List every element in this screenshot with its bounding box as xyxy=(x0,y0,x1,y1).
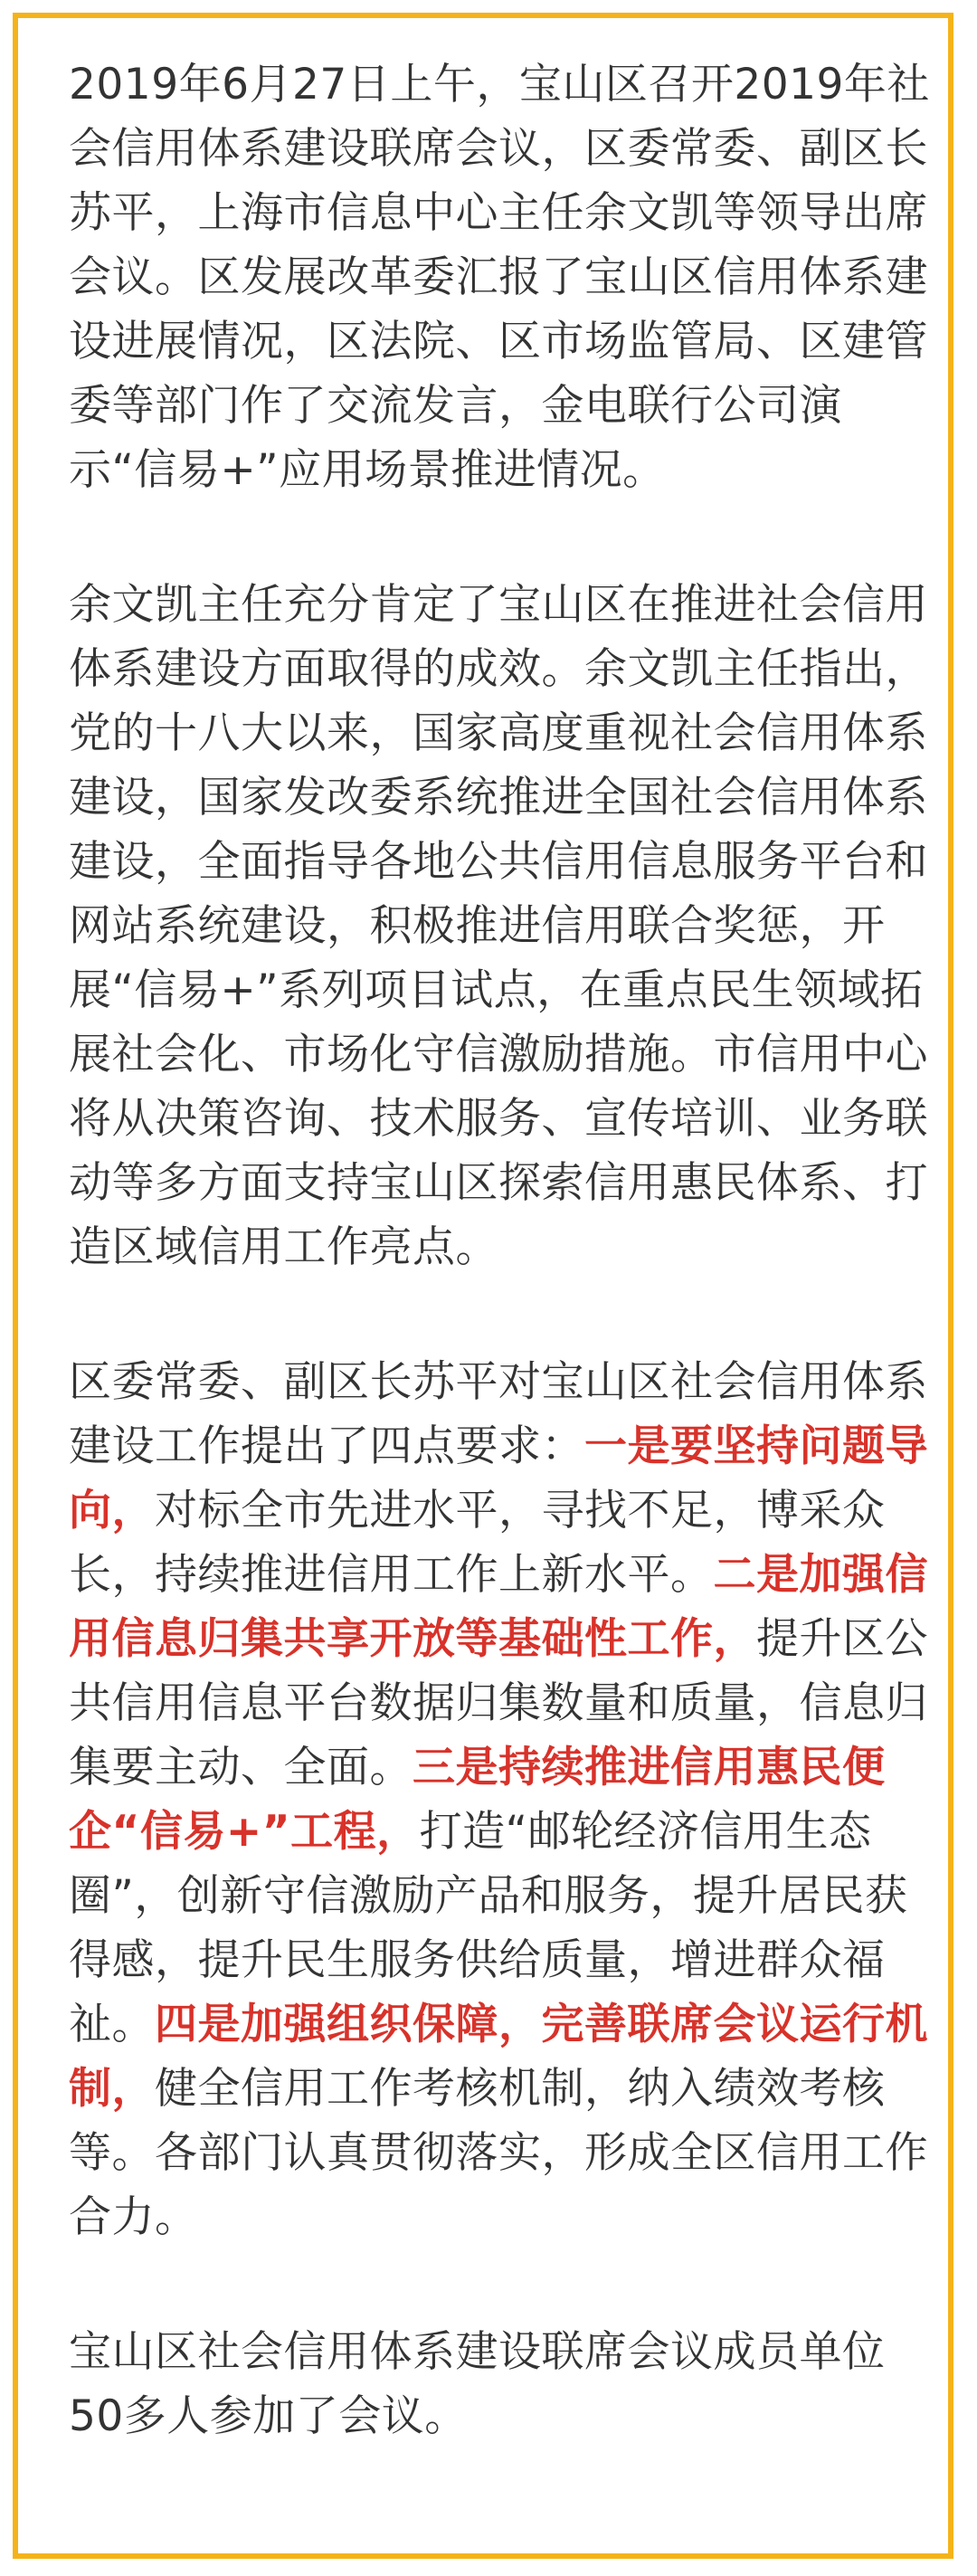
article-frame xyxy=(13,13,953,2559)
text-segment: 余文凯主任充分肯定了宝山区在推进社会信用体系建设方面取得的成效。余文凯主任指出，党的十八大以来，国家高度重视社会信用体系建设，国家发改委系统推进全国社会信用体系建设，全面指导各地公共信用信息服务平台和网站系统建设，积极推进信用联合奖惩，开展“信易+”系列项目试点，在重点民生领域拓展社会化、市场化守信激励措施。市信用中心将从决策咨询、技术服务、宣传培训、业务联动等多方面支持宝山区探索信用惠民体系、打造区域信用工作亮点。 xyxy=(69,580,928,1272)
text-segment: 宝山区社会信用体系建设联席会议成员单位50多人参加了会议。 xyxy=(69,2327,886,2441)
highlight-requirement-1: 一是要坚持问题导向， xyxy=(69,1421,928,1535)
paragraph-meeting-summary xyxy=(69,52,937,502)
text-segment: 健全信用工作考核机制，纳入绩效考核等。各部门认真贯彻落实，形成全区信用工作合力。 xyxy=(69,2064,928,2242)
article-body xyxy=(69,52,937,2448)
highlight-requirement-4: 四是加强组织保障，完善联席会议运行机制， xyxy=(69,2000,928,2114)
paragraph-attendance xyxy=(69,2320,937,2448)
highlight-requirement-3: 三是持续推进信用惠民便企“信易+”工程， xyxy=(69,1743,886,1857)
paragraph-yu-wenkai-remarks xyxy=(69,573,937,1279)
text-segment: 区委常委、副区长苏平对宝山区社会信用体系建设工作提出了四点要求： xyxy=(69,1357,928,1471)
text-segment: 2019年6月27日上午，宝山区召开2019年社会信用体系建设联席会议，区委常委、副区长苏平，上海市信息中心主任余文凯等领导出席会议。区发展改革委汇报了宝山区信用体系建设进展情况，区法院、区市场监管局、区建管委等部门作了交流发言，金电联行公司演示“信易+”应用场景推进情况。 xyxy=(69,60,930,495)
highlight-requirement-2: 二是加强信用信息归集共享开放等基础性工作， xyxy=(69,1550,928,1664)
text-segment: 打造“邮轮经济信用生态圈”，创新守信激励产品和服务，提升居民获得感，提升民生服务供给质量，增进群众福祉。 xyxy=(69,1807,908,2049)
paragraph-su-ping-requirements xyxy=(69,1350,937,2249)
text-segment: 对标全市先进水平，寻找不足，博采众长，持续推进信用工作上新水平。 xyxy=(69,1486,886,1600)
text-segment: 提升区公共信用信息平台数据归集数量和质量，信息归集要主动、全面。 xyxy=(69,1614,928,1792)
